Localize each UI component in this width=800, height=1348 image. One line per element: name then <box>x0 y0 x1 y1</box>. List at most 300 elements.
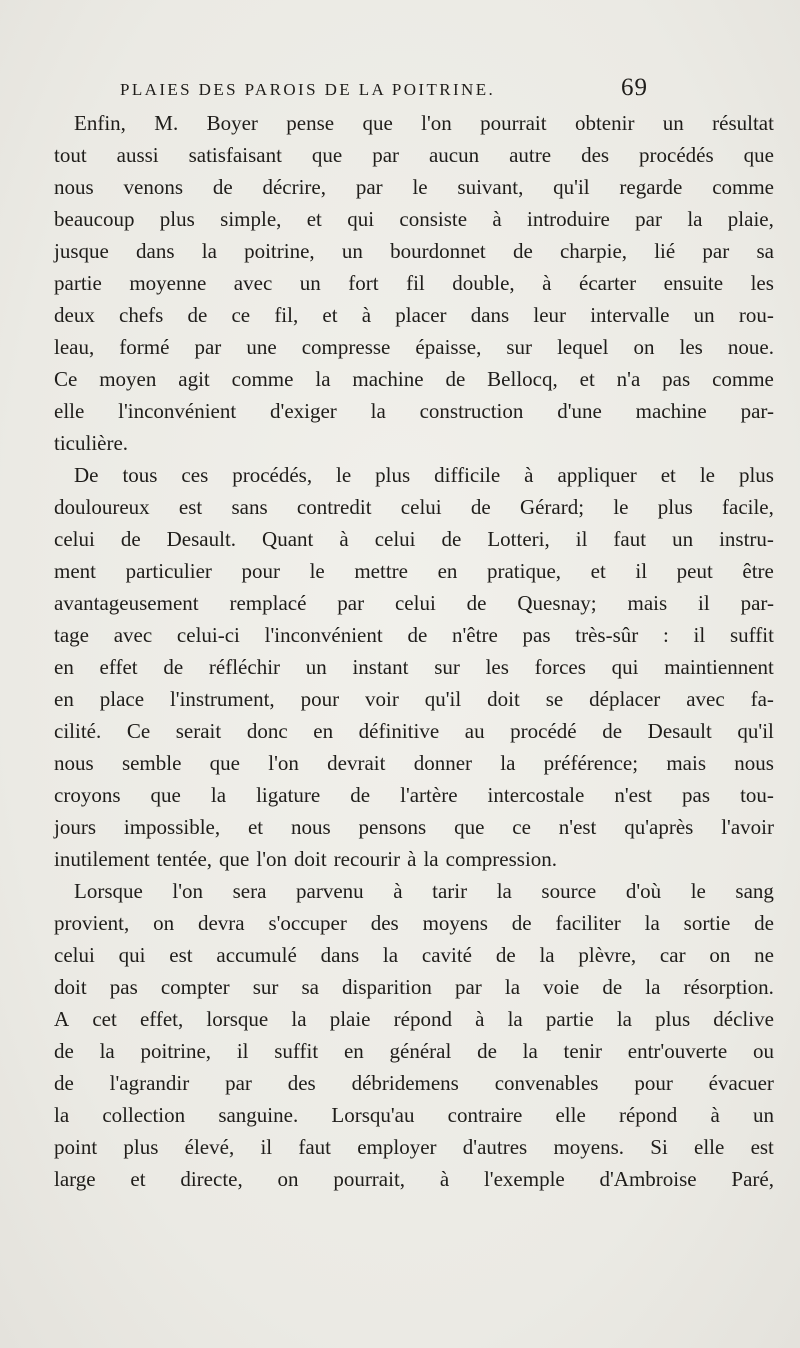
word: l'inconvénient <box>118 399 237 423</box>
word: douloureux <box>54 495 150 519</box>
word: que <box>150 783 181 807</box>
word: la <box>539 943 555 967</box>
word: en <box>54 687 74 711</box>
word: se <box>545 687 564 711</box>
word: pas <box>682 783 711 807</box>
word: agit <box>178 367 210 391</box>
word: l'inconvénient <box>264 623 383 647</box>
word: en <box>313 719 334 743</box>
word: nous <box>291 815 331 839</box>
word: de <box>511 911 532 935</box>
word: doit <box>487 687 520 711</box>
word: les <box>679 335 703 359</box>
word: d'une <box>557 399 602 423</box>
word: plaie, <box>727 207 774 231</box>
word: avec <box>686 687 725 711</box>
word: que <box>454 815 485 839</box>
word: celui <box>54 527 95 551</box>
word: celui-ci <box>176 623 240 647</box>
word: nous <box>54 751 94 775</box>
word: poitrine, <box>140 1039 212 1063</box>
word: par <box>225 1071 252 1095</box>
word: devrait <box>327 751 386 775</box>
word: il <box>693 623 706 647</box>
word: pourrait, <box>333 1167 406 1191</box>
word: plus <box>738 463 774 487</box>
word: double, <box>452 271 515 295</box>
word: moyens <box>422 911 488 935</box>
word: d'où <box>625 879 662 903</box>
word: sanguine. <box>218 1103 299 1127</box>
word: pense <box>286 111 335 135</box>
word: appliquer <box>557 463 637 487</box>
word: la <box>687 207 703 231</box>
word: ne <box>754 943 774 967</box>
word: beaucoup <box>54 207 135 231</box>
word: d'exiger <box>270 399 337 423</box>
text-line <box>54 139 774 171</box>
word: formé <box>119 335 170 359</box>
word: plus <box>375 463 411 487</box>
word: comme <box>712 367 774 391</box>
word: par <box>194 335 222 359</box>
word: compression. <box>445 847 558 871</box>
text-line <box>54 651 774 683</box>
word: machine <box>352 367 424 391</box>
word: construction <box>419 399 524 423</box>
word: et <box>579 367 595 391</box>
word: de <box>350 783 371 807</box>
text-line <box>54 491 774 523</box>
word: facile, <box>722 495 774 519</box>
word: pensons <box>358 815 427 839</box>
word: en <box>54 655 74 679</box>
word: deux <box>54 303 95 327</box>
word: résorption. <box>683 975 774 999</box>
word: le <box>309 559 325 583</box>
word: poitrine, <box>244 239 315 263</box>
word: de <box>512 239 533 263</box>
text-line <box>54 619 774 651</box>
text-line <box>54 235 774 267</box>
word: en <box>343 1039 364 1063</box>
text-line <box>54 1099 774 1131</box>
word: car <box>659 943 686 967</box>
text-line <box>54 843 774 875</box>
word: semble <box>121 751 182 775</box>
word: tage <box>54 623 89 647</box>
word: élevé, <box>184 1135 235 1159</box>
word: qu'il <box>424 687 462 711</box>
word: aucun <box>428 143 480 167</box>
word: il <box>698 591 710 615</box>
word: sa <box>301 975 319 999</box>
text-line <box>54 555 774 587</box>
word: large <box>54 1167 96 1191</box>
word: il <box>635 559 648 583</box>
word: voie <box>543 975 580 999</box>
word: n'est <box>614 783 652 807</box>
word: déclive <box>713 1007 774 1031</box>
word: l'avoir <box>721 815 774 839</box>
word: cavité <box>421 943 473 967</box>
word: faut <box>298 1135 331 1159</box>
word: ensuite <box>663 271 724 295</box>
word: noue. <box>727 335 774 359</box>
word: bourdonnet <box>390 239 486 263</box>
text-line <box>54 683 774 715</box>
text-line <box>54 427 774 459</box>
word: que <box>743 143 774 167</box>
text-line <box>54 203 774 235</box>
word: de <box>212 175 233 199</box>
word: sortie <box>683 911 731 935</box>
word: de <box>754 911 774 935</box>
word: la <box>210 783 227 807</box>
word: croyons <box>54 783 121 807</box>
word: qui <box>118 943 146 967</box>
word: n'est <box>558 815 597 839</box>
word: décrire, <box>262 175 326 199</box>
word: parvenu <box>296 879 364 903</box>
word: on <box>277 1167 299 1191</box>
word: celui <box>374 527 416 551</box>
word: l'on <box>421 111 452 135</box>
word: doit <box>54 975 87 999</box>
word: la <box>496 879 512 903</box>
word: une <box>246 335 277 359</box>
word: inutilement <box>54 847 150 871</box>
word: procédé <box>510 719 577 743</box>
word: par- <box>740 399 774 423</box>
text-line <box>54 1163 774 1195</box>
word: sa <box>756 239 774 263</box>
word: la <box>54 1103 70 1127</box>
word: tentée, <box>156 847 213 871</box>
word: cet <box>92 1007 117 1031</box>
word: à <box>542 271 552 295</box>
word: provient, <box>54 911 130 935</box>
word: que <box>311 143 343 167</box>
word: préférence; <box>543 751 639 775</box>
word: lequel <box>557 335 609 359</box>
word: que <box>362 111 393 135</box>
word: Desault. <box>166 527 237 551</box>
word: Quesnay; <box>517 591 597 615</box>
word: d'autres <box>462 1135 528 1159</box>
text-line <box>54 363 774 395</box>
word: de <box>495 943 516 967</box>
word: plus <box>159 207 195 231</box>
word: avantageusement <box>54 591 199 615</box>
word: partie <box>54 271 102 295</box>
word: on <box>153 911 175 935</box>
word: jours <box>54 815 96 839</box>
word: mettre <box>354 559 408 583</box>
page-number: 69 <box>621 74 648 101</box>
word: on <box>709 943 731 967</box>
word: avec <box>233 271 273 295</box>
word: à <box>710 1103 720 1127</box>
word: M. <box>154 111 179 135</box>
word: à <box>407 847 417 871</box>
word: plus <box>657 495 693 519</box>
text-line <box>54 171 774 203</box>
word: consiste <box>399 207 468 231</box>
word: le <box>613 495 629 519</box>
word: forces <box>534 655 586 679</box>
word: aussi <box>116 143 159 167</box>
word: Boyer <box>206 111 258 135</box>
word: être <box>742 559 774 583</box>
text-line <box>54 1035 774 1067</box>
text-line <box>54 1131 774 1163</box>
text-line <box>54 939 774 971</box>
word: ment <box>54 559 96 583</box>
word: peut <box>676 559 713 583</box>
word: par <box>372 143 400 167</box>
word: lorsque <box>206 1007 269 1031</box>
word: elle <box>54 399 85 423</box>
text-line <box>54 1003 774 1035</box>
word: ticulière. <box>54 431 129 455</box>
text-line <box>54 523 774 555</box>
text-line <box>54 395 774 427</box>
word: fil <box>406 271 425 295</box>
word: pour <box>241 559 280 583</box>
word: très-sûr <box>575 623 639 647</box>
word: la <box>645 975 661 999</box>
word: l'agrandir <box>109 1071 190 1095</box>
word: : <box>662 623 669 647</box>
word: recourir <box>333 847 401 871</box>
word: répond <box>618 1103 678 1127</box>
word: doit <box>294 847 327 871</box>
word: ce <box>512 815 531 839</box>
word: les <box>485 655 509 679</box>
word: qu'il <box>553 175 590 199</box>
word: comme <box>231 367 294 391</box>
word: le <box>699 463 715 487</box>
word: de <box>163 655 184 679</box>
word: compter <box>160 975 230 999</box>
text-line <box>54 747 774 779</box>
word: Lorsqu'au <box>331 1103 415 1127</box>
word: et <box>306 207 322 231</box>
word: chefs <box>119 303 164 327</box>
word: ces <box>181 463 209 487</box>
word: par <box>702 239 730 263</box>
word: faut <box>613 527 647 551</box>
word: la <box>370 399 386 423</box>
word: Lotteri, <box>487 527 550 551</box>
word: s'occuper <box>268 911 347 935</box>
word: la <box>507 1007 523 1031</box>
word: évacuer <box>708 1071 774 1095</box>
word: est <box>169 943 193 967</box>
word: suffit <box>274 1039 319 1063</box>
word: comme <box>712 175 774 199</box>
word: et <box>590 559 606 583</box>
word: cilité. <box>54 719 102 743</box>
word: d'Ambroise <box>599 1167 697 1191</box>
word: autre <box>509 143 552 167</box>
word: A <box>54 1007 70 1031</box>
word: un <box>341 239 363 263</box>
word: fil, <box>274 303 299 327</box>
word: suivant, <box>457 175 524 199</box>
word: les <box>750 271 774 295</box>
word: moyen <box>99 367 157 391</box>
word: accumulé <box>216 943 297 967</box>
word: tous <box>122 463 158 487</box>
word: de <box>470 495 491 519</box>
word: que <box>209 751 240 775</box>
word: par <box>454 975 482 999</box>
word: plaie <box>329 1007 371 1031</box>
text-line <box>54 107 774 139</box>
word: avec <box>113 623 153 647</box>
word: procédés <box>639 143 714 167</box>
word: qui <box>347 207 375 231</box>
word: nous <box>54 175 94 199</box>
word: l'on <box>172 879 204 903</box>
word: un <box>693 303 715 327</box>
word: ou <box>752 1039 774 1063</box>
word: l'on <box>256 847 287 871</box>
word: résultat <box>712 111 774 135</box>
word: compresse <box>301 335 391 359</box>
word: leau, <box>54 335 95 359</box>
word: tarir <box>432 879 468 903</box>
word: l'artère <box>400 783 458 807</box>
word: il <box>575 527 588 551</box>
text-line <box>54 459 774 491</box>
word: Enfin, <box>74 111 126 135</box>
word: nous <box>734 751 774 775</box>
word: effet, <box>139 1007 184 1031</box>
word: de <box>441 527 462 551</box>
word: de <box>54 1039 74 1063</box>
word: celui <box>400 495 442 519</box>
word: donc <box>246 719 288 743</box>
word: n'a <box>616 367 641 391</box>
word: de <box>54 1071 74 1095</box>
word: instant <box>352 655 409 679</box>
word: introduire <box>527 207 610 231</box>
word: source <box>541 879 597 903</box>
text-line <box>54 971 774 1003</box>
word: impossible, <box>123 815 221 839</box>
word: il <box>236 1039 249 1063</box>
word: entr'ouverte <box>627 1039 728 1063</box>
word: Lorsque <box>74 879 143 903</box>
word: la <box>504 975 521 999</box>
word: un <box>299 271 321 295</box>
word: venons <box>123 175 183 199</box>
word: pour <box>634 1071 673 1095</box>
word: et <box>660 463 676 487</box>
word: la <box>616 1007 632 1031</box>
word: qui <box>611 655 639 679</box>
word: placer <box>395 303 447 327</box>
word: contraire <box>447 1103 523 1127</box>
word: pour <box>300 687 340 711</box>
word: contredit <box>296 495 372 519</box>
word: leur <box>533 303 567 327</box>
word: un <box>672 527 694 551</box>
word: Quant <box>262 527 314 551</box>
word: regarde <box>619 175 683 199</box>
word: général <box>389 1039 452 1063</box>
word: tout <box>54 143 87 167</box>
word: de <box>602 975 623 999</box>
word: plus <box>123 1135 159 1159</box>
word: directe, <box>180 1167 243 1191</box>
word: déplacer <box>589 687 661 711</box>
text-line <box>54 1067 774 1099</box>
word: et <box>130 1167 146 1191</box>
word: satisfaisant <box>188 143 282 167</box>
text-line <box>54 331 774 363</box>
word: dans <box>136 239 175 263</box>
text-line <box>54 299 774 331</box>
word: plèvre, <box>578 943 637 967</box>
word: charpie, <box>559 239 628 263</box>
word: par <box>635 207 662 231</box>
word: pas <box>662 367 691 391</box>
word: par <box>337 591 365 615</box>
word: ce <box>231 303 251 327</box>
word: machine <box>635 399 707 423</box>
word: maintiennent <box>664 655 774 679</box>
word: la <box>500 751 516 775</box>
word: est <box>750 1135 774 1159</box>
word: convenables <box>494 1071 599 1095</box>
word: mais <box>666 751 707 775</box>
word: Paré, <box>731 1167 774 1191</box>
word: sur <box>434 655 460 679</box>
word: un <box>752 1103 774 1127</box>
word: la <box>291 1007 307 1031</box>
word: qu'il <box>737 719 774 743</box>
word: intercostale <box>487 783 585 807</box>
word: mais <box>627 591 668 615</box>
word: pratique, <box>486 559 562 583</box>
word: moyenne <box>129 271 207 295</box>
word: tenir <box>563 1039 603 1063</box>
word: celui <box>394 591 436 615</box>
word: simple, <box>220 207 282 231</box>
word: et <box>322 303 338 327</box>
body-text <box>54 107 774 1195</box>
word: lié <box>654 239 676 263</box>
word: l'on <box>268 751 299 775</box>
word: définitive <box>358 719 440 743</box>
word: difficile <box>434 463 501 487</box>
word: à <box>439 1167 450 1191</box>
word: qu'après <box>624 815 694 839</box>
word: il <box>260 1135 273 1159</box>
word: débridemens <box>351 1071 459 1095</box>
word: à <box>475 1007 485 1031</box>
word: écarter <box>579 271 637 295</box>
word: à <box>339 527 349 551</box>
word: rou- <box>738 303 774 327</box>
word: des <box>581 143 610 167</box>
word: la <box>423 847 439 871</box>
word: de <box>602 719 623 743</box>
